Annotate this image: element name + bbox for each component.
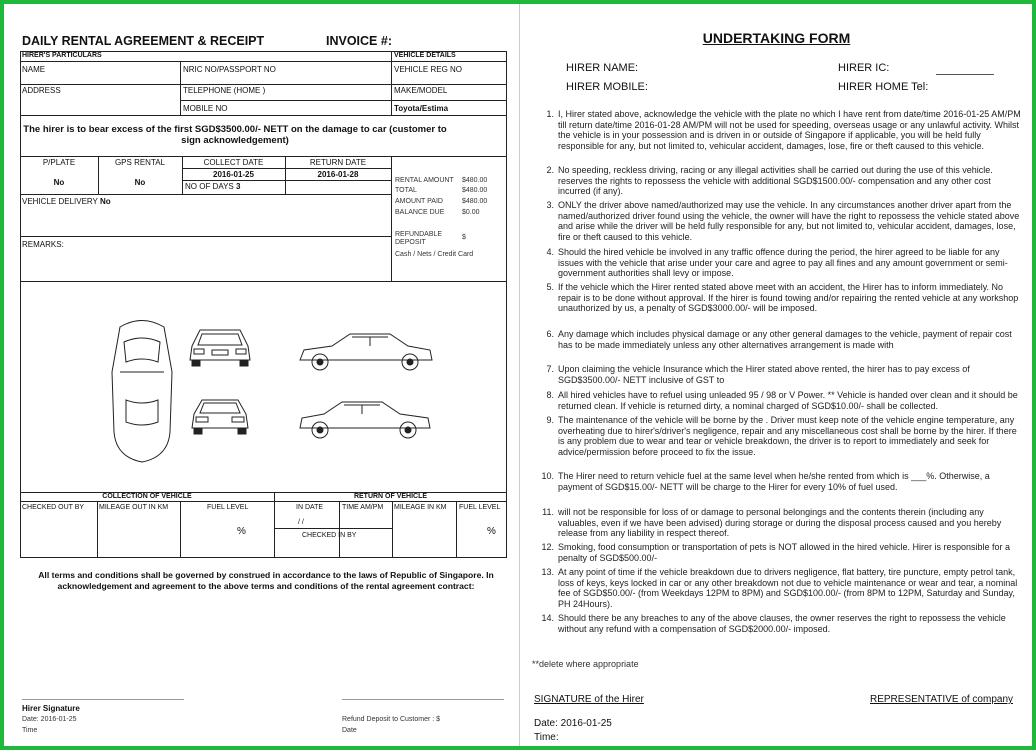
left-time-label: Time [22,727,38,734]
balance-due-label: BALANCE DUE [395,209,445,216]
hirer-signature-label: Hirer Signature [22,704,80,713]
clause-3: 3. ONLY the driver above named/authorized may use the vehicle. In any circumstances another driver apart from the named/authorized driver found using the vehicle, the owner will have the right to repossess the vehicle stated above and arise while the driver will be held fully responsible for any, but not limited to, vehicular accident, damages, lose, fire or theft caused to this vehicle. [546,200,1020,242]
remarks-label: REMARKS: [22,240,64,249]
balance-due-value: $0.00 [462,209,480,216]
time-ampm-label: TIME AM/PM [342,504,384,511]
amount-paid-value: $480.00 [462,198,488,205]
excess-notice: The hirer is to bear excess of the first SGD$3500.00/- NETT on the damage to car (customer to sign acknowledgement) [23,124,447,146]
fuel-out-percent: % [237,526,246,537]
return-date-label: RETURN DATE [309,158,367,167]
fuel-level-in-label: FUEL LEVEL [459,504,501,511]
clause-2: 2. No speeding, reckless driving, racing or any illegal activities shall be carried out during the use of this vehicle. reserves the rights to repossess the vehicle with additional SGD$1500.00/- compensation and any other cost incurred (if any). [546,165,993,197]
days-label: NO OF DAYS 3 [185,182,241,191]
collect-date-value: 2016-01-25 [213,170,254,179]
delete-note: **delete where appropriate [532,659,639,669]
clause-9: 9. The maintenance of the vehicle will be borne by the . Driver must keep note of the vehicle engine temperature, any overheating due to hirer's/driver's negligence, repair and any miscellaneous cost shall be borne by the hirer. If there is any problem due to wear and tear or vehicle breakdown, the driver is to report to immediately and seek for advice/permission before proceed to fix the issue. [546,415,1017,457]
hirer-home-tel-label: HIRER HOME Tel: [838,81,929,93]
gps-label: GPS RENTAL [114,158,166,167]
representative-signature-label: REPRESENTATIVE of company [870,694,1014,705]
clause-8: 8. All hired vehicles have to refuel using unleaded 95 / 98 or V Power. ** Vehicle is handed over clean and it should be returned clean. If vehicle is returned dirty, a nominal charged of SGD$10.00/- shall be collected. [546,390,1018,411]
pplate-label: P/PLATE [42,158,76,167]
clause-6: 6. Any damage which includes physical damage or any other general damages to the vehicle, payment of repair cost has to be made immediately unless any other alternatives arrangement is made with [546,329,1012,350]
gps-value: No [134,178,146,187]
clause-10: 10. The Hirer need to return vehicle fuel at the same level when he/she rented from which is ___%. Otherwise, a payment of SGD$15.00/- NETT will be charge to the Hirer for every 10% of fuel used. [541,471,990,492]
rental-amount-value: $480.00 [462,177,488,184]
in-date-slashes: / / [298,519,304,526]
checked-in-by-label: CHECKED IN BY [302,532,357,539]
agreement-title: DAILY RENTAL AGREEMENT & RECEIPT [22,34,265,48]
invoice-label: INVOICE #: [326,34,392,48]
hirer-name-label: HIRER NAME: [566,62,639,74]
refund-deposit-label: Refund Deposit to Customer : $ [342,716,441,723]
make-model-label: MAKE/MODEL [394,86,448,95]
car-side-view-left-drawing [300,402,430,438]
hirer-signature-label: SIGNATURE of the Hirer [534,694,644,705]
make-model-value: Toyota/Estima [394,104,449,113]
vehicle-delivery: VEHICLE DELIVERY No [22,197,111,206]
left-date-label: Date: 2016-01-25 [22,716,77,723]
vehicle-diagram [20,282,507,492]
amount-paid-label: AMOUNT PAID [395,198,443,205]
car-side-view-right-drawing [300,334,432,370]
fuel-level-out-label: FUEL LEVEL [207,504,249,511]
car-front-view-drawing [190,330,250,366]
mileage-out-label: MILEAGE OUT IN KM [99,504,169,511]
refundable-deposit-label: REFUNDABLE DEPOSIT [395,231,443,246]
collect-date-label: COLLECT DATE [203,158,264,167]
pplate-value: No [53,178,65,187]
total-value: $480.00 [462,187,488,194]
car-rear-view-drawing [192,400,248,434]
address-label: ADDRESS [22,86,61,95]
car-top-view-drawing [112,321,172,463]
hirer-ic-label: HIRER IC: [838,62,890,74]
clause-13: 13. At any point of time if the vehicle breakdown due to drivers negligence, flat battery, tire puncture, empty petrol tank, loss of keys, keys locked in car or any other breakdown not due to vehicle maintenance or wear and tear, a nominal fee of SGD$50.00/- (from Weekdays 12PM to 8PM) and SGD$100.00/- (from 8PM to 12PM, Saturday and Sunday, PH 24Hours). [541,567,1018,609]
terms-text: All terms and conditions shall be governed by construed in accordance to the laws of Republic of Singapore. In acknowledgement and agreement to the above terms and conditions of the rental agreement contract: [38,570,494,591]
clause-14: 14. Should there be any breaches to any of the above clauses, the owner reserves the right to repossess the vehicle without any refund with a compensation of SGD$2000.00/- imposed. [541,613,1006,634]
return-date-value: 2016-01-28 [317,170,359,179]
clause-1: 1. I, Hirer stated above, acknowledge the vehicle with the plate no which I have rent from date/time 2016-01-25 AM/PM till return date/time 2016-01-28 AM/PM will not be used for speeding, overseas usage or any unlawful activity. Whilst the vehicle is in your possession and is driven in or outside of Singapore if applicable, you will be held fully responsible for any, but not limited to, vehicular accident, damages, lose, fire or theft caused to this vehicle. [546,109,1021,151]
refund-date-label: Date [342,727,357,734]
nric-label: NRIC NO/PASSPORT NO [183,65,276,74]
undertaking-form-page [519,4,1032,746]
clause-7: 7. Upon claiming the vehicle Insurance which the Hirer stated above rented, the hirer has to pay excess of SGD$3500.00/- NETT inclusive of GST to [546,364,970,385]
rental-amount-label: RENTAL AMOUNT [395,177,454,184]
rental-agreement-page [4,4,516,746]
mileage-in-label: MILEAGE IN KM [394,504,447,511]
hirer-mobile-label: HIRER MOBILE: [566,81,648,93]
hirer-particulars-header: HIRER'S PARTICULARS [22,52,102,59]
vehicle-details-header: VEHICLE DETAILS [394,52,456,59]
checked-out-by-label: CHECKED OUT BY [22,504,85,511]
telephone-label: TELEPHONE (HOME ) [183,86,266,95]
total-label: TOTAL [395,187,417,194]
vehicle-reg-label: VEHICLE REG NO [394,65,463,74]
refundable-deposit-value: $ [462,234,466,241]
right-time-label: Time: [534,732,559,743]
name-label: NAME [22,65,46,74]
payment-methods: Cash / Nets / Credit Card [395,251,474,258]
undertaking-title: UNDERTAKING FORM [702,30,851,46]
return-header: RETURN OF VEHICLE [353,493,428,500]
clause-4: 4. Should the hired vehicle be involved in any traffic offence during the period, the hirer agreed to be liable for any issues with the vehicle that arise under your care and agree to pay all fines and any amount government or semi-government authorities shall levy or impose. [546,247,1008,279]
clause-11: 11. will not be responsible for loss of or damage to personal belongings and the contents therein (including any valuables, even if we have been advised) during storage or during the disposal process caused and you hereby release from any liability in respect thereof. [542,507,1002,539]
in-date-label: IN DATE [296,504,324,511]
clause-12: 12. Smoking, food consumption or transportation of pets is NOT allowed in the hired vehicle. Hirer is responsible for a penalty of SGD$500.00/- [541,542,1011,563]
mobile-label: MOBILE NO [183,104,228,113]
right-date-label: Date: 2016-01-25 [534,718,612,729]
collection-header: COLLECTION OF VEHICLE [102,493,192,500]
fuel-in-percent: % [487,526,496,537]
clause-5: 5. If the vehicle which the Hirer rented stated above meet with an accident, the Hirer has to inform immediately. No repair is to be done without approval. If the hirer is found towing and/or repairing the rented vehicle at any workshop unauthorized by us, a penalty of SGD$3000.00/- will be imposed. [546,282,1019,314]
